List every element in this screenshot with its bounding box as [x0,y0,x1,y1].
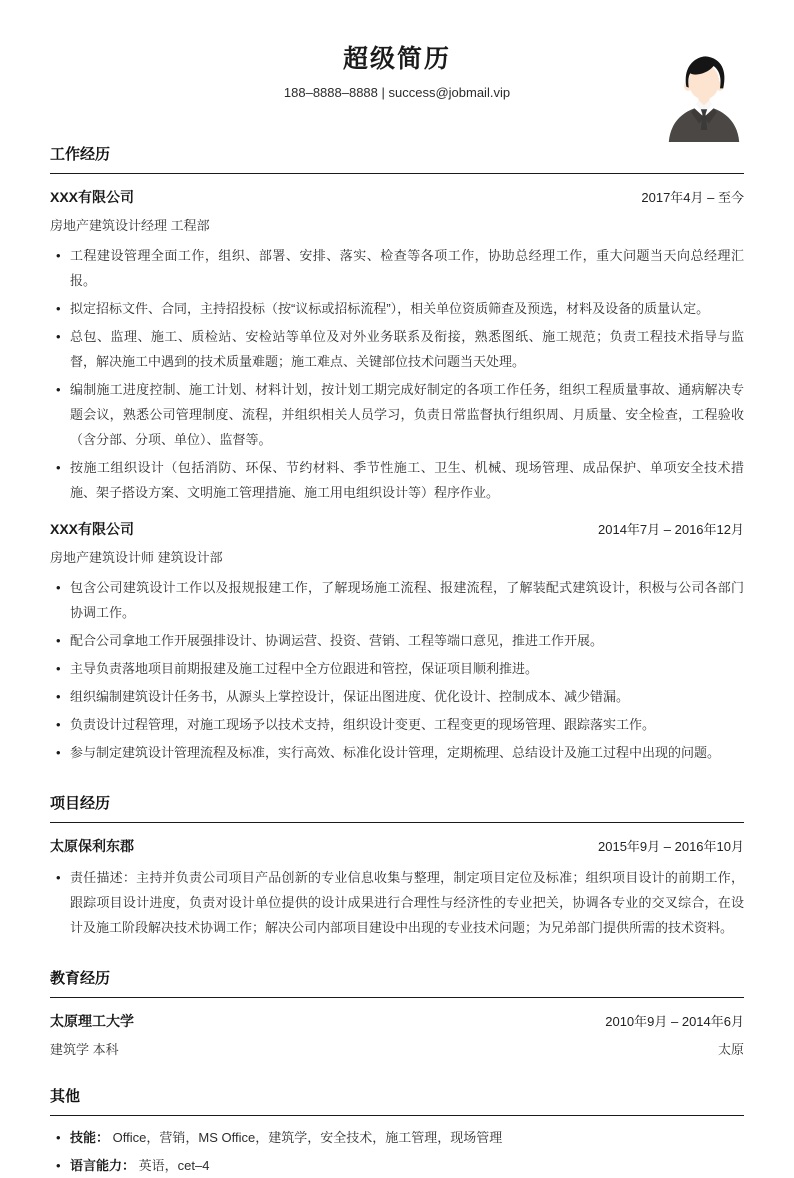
entry-header-row [50,519,744,539]
entry-header-row [50,187,744,207]
company-name: XXX有限公司 [50,189,135,205]
resume-title: 超级简历 [342,45,451,73]
section-work [50,146,744,765]
location: 太原 [717,1042,744,1057]
bullet-item: • 按施工组织设计（包括消防、环保、节约材料、季节性施工、卫生、机械、现场管理、成品保护、单项安全技术措施、架子搭设方案、文明施工管理措施、施工用电组织设计等）程序作业。 [50,455,744,505]
entry-header-row [50,1011,744,1031]
bullet-item: • 工程建设管理全面工作，组织、部署、安排、落实、检查等各项工作，协助总经理工作，重大问题当天向总经理汇报。 [50,243,744,293]
bullet-item: • 拟定招标文件、合同，主持招投标（按“议标或招标流程”），相关单位资质筛查及预选，材料及设备的质量认定。 [50,296,744,321]
bullet-list [50,865,744,940]
project-name: 太原保利东郡 [50,838,134,854]
school-name: 太原理工大学 [50,1013,134,1029]
bullet-item: • 总包、监理、施工、质检站、安检站等单位及对外业务联系及衔接，熟悉图纸、施工规范；负责工程技术指导与监督，解决施工中遇到的技术质量难题；施工难点、关键部位技术问题当天处理。 [50,324,744,374]
degree: 建筑学 本科 [50,1042,119,1057]
section-title-education: 教育经历 [50,970,744,998]
bullet-item: • 主导负责落地项目前期报建及施工过程中全方位跟进和管控，保证项目顺利推进。 [50,656,744,681]
section-projects [50,795,744,940]
degree-row [50,1039,744,1058]
bullet-item: • 组织编制建筑设计任务书，从源头上掌控设计，保证出图进度、优化设计、控制成本、减少错漏。 [50,684,744,709]
bullet-item: • 包含公司建筑设计工作以及报规报建工作，了解现场施工流程、报建流程，了解装配式建筑设计，积极与公司各部门协调工作。 [50,575,744,625]
section-title-other: 其他 [50,1088,744,1116]
bullet-item: • 编制施工进度控制、施工计划、材料计划，按计划工期完成好制定的各项工作任务，组织工程质量事故、通病解决专题会议，熟悉公司管理制度、流程，并组织相关人员学习，负责日常监督执行组织周、月质量、安全检查，工程验收（含分部、分项、单位）、监督等。 [50,377,744,452]
skills-values: Office，营销，MS Office，建筑学，安全技术，施工管理，现场管理 [112,1130,503,1145]
contact-line: 188–8888–8888 | success@jobmail.vip [283,85,511,100]
job-title: 房地产建筑设计经理 工程部 [50,218,210,233]
bullet-item: • 配合公司拿地工作开展强排设计、协调运营、投资、营销、工程等端口意见，推进工作开展。 [50,628,744,653]
date-range: 2015年9月 – 2016年10月 [598,839,744,854]
section-title-work: 工作经历 [50,146,744,174]
bullet-list [50,575,744,765]
skills-label: 技能： [70,1130,110,1145]
project-entry [50,836,744,940]
work-entry [50,519,744,765]
language-values: 英语，cet–4 [138,1158,210,1173]
entry-header-row [50,836,744,856]
bullet-item: • 参与制定建筑设计管理流程及标准，实行高效、标准化设计管理，定期梳理、总结设计及施工过程中出现的问题。 [50,740,744,765]
section-title-projects: 项目经历 [50,795,744,823]
language-label: 语言能力： [70,1158,136,1173]
bullet-item: • 责任描述：主持并负责公司项目产品创新的专业信息收集与整理，制定项目定位及标准；组织项目设计的前期工作，跟踪项目设计进度，负责对设计单位提供的设计成果进行合理性与经济性的专业把关，协调各专业的交叉综合，在设计及施工阶段解决技术协调工作；解决公司内部项目建设中出现的专业技术问题；为兄弟部门提供所需的技术资料。 [50,865,744,940]
work-entry [50,187,744,505]
bullet-list [50,1125,744,1178]
company-name: XXX有限公司 [50,521,135,537]
date-range: 2014年7月 – 2016年12月 [598,522,744,537]
date-range: 2017年4月 – 至今 [641,190,744,205]
skills-item [50,1125,744,1150]
bullet-list [50,243,744,505]
section-other [50,1088,744,1178]
profile-photo [664,50,744,142]
language-item [50,1153,744,1178]
job-title: 房地产建筑设计师 建筑设计部 [50,550,223,565]
male-avatar-icon [664,50,744,142]
education-entry [50,1011,744,1058]
section-education [50,970,744,1058]
bullet-item: • 负责设计过程管理，对施工现场予以技术支持，组织设计变更、工程变更的现场管理、跟踪落实工作。 [50,712,744,737]
date-range: 2010年9月 – 2014年6月 [605,1014,744,1029]
